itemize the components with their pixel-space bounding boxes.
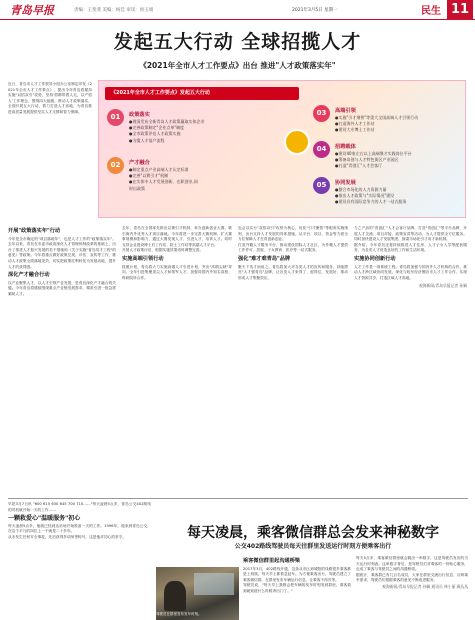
- editor-credits: 责编：王斐斐 美编：杨佳 审读：侯玉娟: [74, 8, 154, 13]
- item-title: 政策落实: [129, 112, 150, 118]
- issue-date: 2021年3月5日 星期一: [292, 8, 338, 13]
- item-line: ●在实体中人才发展创新、在职创业,同: [129, 179, 198, 185]
- bottom-byline: 观海新闻/青岛早报记者 孙娴 通讯员 林小丽 顾丛丛: [382, 583, 468, 589]
- article-byline: 观海新闻/青岛早报记者 孙娴: [418, 283, 467, 289]
- article-column-2: [122, 226, 232, 494]
- item-line: ●制定重点产业高端人才认定标准: [129, 167, 189, 172]
- main-headline: 发起五大行动 全球招揽人才: [113, 31, 362, 53]
- body-paragraph: 开展人才政策评估，根据实施效果适时调整完善。: [122, 248, 204, 253]
- article-column-3: [238, 226, 348, 494]
- item-number-badge: 01: [107, 109, 124, 126]
- page-number: 11: [447, 0, 473, 19]
- photo-person-silhouette: [164, 581, 186, 611]
- sidebar-story: [8, 502, 151, 620]
- item-line: ●理清发布全新青岛人才政策赢取实体企业: [129, 119, 205, 124]
- item-line: ●完善政策制定"企业点单"制度: [129, 125, 185, 131]
- article-column-1: [8, 226, 116, 494]
- item-line: ●实施"引才聚智"等重大全国高端人才引领行动: [335, 115, 419, 120]
- photo-caption: 驾驶员在群里发布发车时刻。: [156, 612, 202, 616]
- bottom-story-column-2: [356, 556, 468, 620]
- bottom-story-subtitle: 公交402路线驾驶员每天往群里发送运行时刻方便乘客出行: [234, 543, 392, 550]
- hub-icon: [284, 129, 310, 155]
- item-line: ●为揽人才落户流程: [129, 137, 165, 143]
- body-paragraph: 今年是全市确定的"项目落地年"，也是人才工作的"政策落实年"。去年以来，青岛在市委市政府深化人才管理体制改革的基础上，出台了推进人才振兴发展的若干措施和《关于实施"青岛英才工程"的意见》等政策。今年将重点做好政策兑现、评估、宣传等工作，推动人才政策全面落地见效，切实把政策红利转化为发展动能，提升人才的获得感。: [8, 236, 116, 269]
- body-paragraph: 从未发生任何安全事故，先后获得多项荣誉称号，这是他对初心的坚守。: [8, 534, 126, 539]
- body-paragraph: 2017年3月，402路线开通，这条从市区到城阳的线路很多乘客都是上班族，每天早上都着急赶车。为方便乘客出行，驾驶员建立了乘客微信群，在群里发布车辆运行信息，让乘客不再苦等。: [243, 566, 351, 582]
- section-heading: 开展"政策落实年"行动: [8, 228, 61, 234]
- body-paragraph: 按照计划，青岛将大力实施高端人才引进计划，突出"高精尖缺"导向，全年引进集聚顶尖人才和领军人才，加强同国内外知名高校、科研院所合作。: [122, 264, 232, 280]
- page-header: [0, 0, 475, 20]
- bottom-story-column-1: [243, 556, 351, 620]
- section-name: 民生: [421, 6, 441, 17]
- item-line: ●建设40家左右以上高端聚才实践岗位平台: [335, 151, 412, 156]
- newspaper-logo: 青岛早报: [10, 4, 54, 17]
- section-heading: 乘客微信群里起沟通桥梁: [243, 558, 301, 564]
- section-heading: 深化产才融合行动: [8, 272, 50, 279]
- item-line: ●完善"以赛引才"机制: [129, 173, 169, 179]
- infographic-box: [98, 80, 466, 218]
- body-paragraph: 聚天下英才而用之。青岛将加大对各类人才的宣传和服务，持续擦亮"人才强青岛"品牌，让各类人才来得了、留得住、发展好，推动形成人才集聚效应。: [238, 264, 348, 280]
- section-heading: 实施协同创新行动: [354, 255, 396, 262]
- item-line: ●推出人才政策与"实际情况"建设: [335, 193, 395, 199]
- body-paragraph: 人才工作是一项系统工程。青岛将加强与国内外人才机构的合作，推动人才跨区域协同发展，深化与胶东经济圈各市人才工作合作，实现人才资源共享，打造区域人才高地。: [354, 264, 467, 280]
- infographic-banner: 《2021年全市人才工作要点》发起五大行动: [105, 87, 299, 100]
- body-paragraph: 也会以实行"双招双引"攻势为核心，优化"引才聚智"等配套实施细则，出台支持人才发展的具体措施，从平台、项目、资金等方面全方位保障人才在青创新创业。: [238, 226, 348, 242]
- item-line: ●打造"青创汇"人才会客厅: [335, 163, 383, 169]
- item-title: 招聘载体: [335, 144, 356, 150]
- item-line: ●整合市场化的人力资源力量: [335, 187, 387, 192]
- item-title: 高端引领: [335, 108, 356, 114]
- body-paragraph: 力之产品的"青创汇"人才会客厅品牌，打造"青创汇"等平台品牌，开展人才交流、项目对接、政策宣讲等活动，为人才提供全方位服务。同时加快建设人才发展集团，探索市场化引才用才新机制。: [354, 226, 467, 242]
- body-paragraph: 以产业聚集人才，以人才引领产业发展，是青岛深化产才融合的关键。今年青岛将继续围绕重点产业链发展需求，精准引进一批急需紧缺人才。: [8, 280, 116, 296]
- item-line: ●全市政策评估人才政策实施: [129, 131, 181, 137]
- item-number-badge: 05: [313, 177, 330, 194]
- item-title: 协同发展: [335, 180, 356, 186]
- item-line: ●建设大专博士工作站: [335, 127, 375, 133]
- sidebar-intro: 早报3月7日讯 "600 615 630 645 700 715……"每天凌晨5点多，青岛公交402路线的司机就开始一天的工作……: [8, 502, 151, 512]
- body-paragraph: 每天凌晨5点多，他就已经到达站场开始准备一天的工作。1996年，他来到青岛公交，在这个平凡的岗位上一干就是二十多年。: [8, 523, 151, 534]
- photo-window-shape: [194, 573, 234, 595]
- body-paragraph: 每天5点多，乘客微信群里就会跳出一串数字，这是驾驶员发出的当天运行时刻表。这串数字背后，是驾驶员们对乘客的一份贴心服务，也成了乘客与驾驶员之间的沟通桥梁。: [356, 556, 468, 572]
- item-line: 时出政策: [129, 185, 145, 191]
- item-number-badge: 04: [313, 141, 330, 158]
- body-paragraph: 去年，青岛在全国率先推出以赛引才机制，举办创新创业大赛，吸引海内外优秀人才项目落地。今年将进一步完善大赛机制，扩大赛事规模和影响力，通过大赛发现人才、引进人才、培育人才。同时支持企业建设博士后工作站、院士工作站等高端人才平台。: [122, 226, 232, 247]
- body-paragraph: 据介绍，今年青岛还将持续推进人才住房、人才子女入学等配套服务，为各类人才营造良好的工作和生活环境。: [354, 242, 467, 253]
- item-line: ●打造海外人才工作站: [335, 121, 375, 127]
- sidebar-heading: 一颗救爱心"温暖服务"初心: [8, 515, 81, 523]
- section-heading: 强化"难才难青岛"品牌: [238, 255, 291, 262]
- item-line: ●筹备岛创与人才特色街区产业园区: [335, 157, 399, 163]
- item-number-badge: 03: [313, 105, 330, 122]
- lead-paragraph: 近日，青岛市人才工作领导小组办公室制定印发《2021年全市人才工作要点》，提出今年青岛将紧扣实施"双招双引"攻势，坚持'招聘带着人走，以产招人'工作理念，围绕四大能级，推动人才政策落实，全面开展五大行动，着力打造人才高地，为青岛推进高质量发展提供坚实人才支撑和智力保障。: [8, 82, 92, 114]
- article-column-4: [354, 226, 467, 494]
- item-line: ●建设具有国际竞争力的人才一站式服务: [335, 199, 407, 205]
- bottom-story-title: 每天凌晨，乘客微信群总会发来神秘数字: [187, 525, 439, 541]
- body-paragraph: 据统计，乘客群已有几百名成员，大家在群里交流出行信息、反映乘车需求，驾驶员们根据乘客的意见不断改进服务。: [356, 572, 468, 583]
- body-paragraph: 驾驶员说，"每天早上我都会把车辆的发车时刻发到群里，乘客看到就知道什么时候该出门了。": [243, 583, 351, 593]
- section-heading: 实施高端引领行动: [122, 255, 164, 262]
- item-number-badge: 02: [107, 157, 124, 174]
- story-divider: [8, 498, 468, 499]
- main-subheadline: 《2021年全市人才工作要点》出台 推进"人才政策落实年": [139, 61, 336, 70]
- item-title: 产才融合: [129, 160, 150, 166]
- body-paragraph: 打造外籍人才服务平台，推动建设国际人才社区，为外籍人才提供工作许可、居留、子女教育、医疗等一站式服务。: [238, 242, 348, 253]
